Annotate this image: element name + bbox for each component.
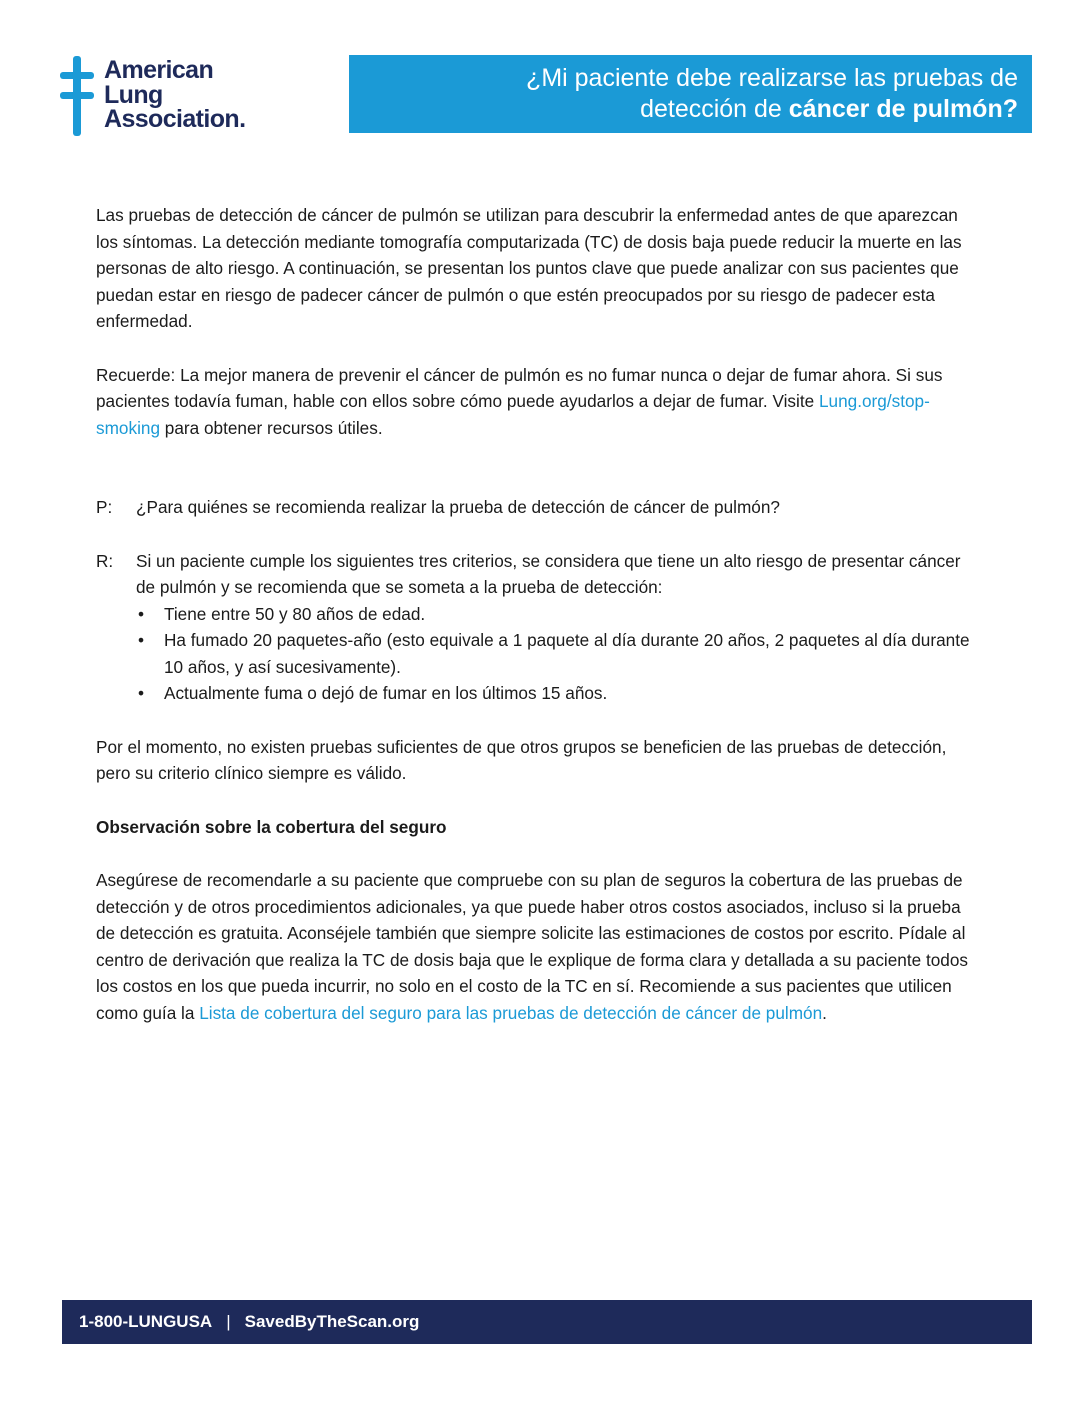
list-item: • Ha fumado 20 paquetes-año (esto equivale a 1 paquete al día durante 20 años, 2 paquetes al día durante 10 años, y así sucesivamente).: [136, 627, 980, 680]
quit-smoking-text: Recuerde: La mejor manera de prevenir el cáncer de pulmón es no fumar nunca o dejar de fumar ahora. Si sus pacientes todavía fuman, hable con ellos sobre cómo puede ayudarlos a dejar de fumar. Visite: [96, 364, 943, 411]
footer-separator: |: [226, 1312, 231, 1331]
question-row: [96, 494, 980, 521]
criteria-list: [136, 601, 980, 707]
question-label: P:: [96, 497, 113, 517]
footer-phone: 1-800-LUNGUSA: [79, 1312, 213, 1331]
answer-row: [96, 548, 980, 707]
quit-smoking-text-end: para obtener recursos útiles.: [160, 417, 383, 438]
logo-line-3: Association.: [104, 105, 246, 133]
header-banner: [349, 55, 1032, 133]
insurance-text: Asegúrese de recomendarle a su paciente que compruebe con su plan de seguros la cobertura de las pruebas de detección y de otros procedimientos adicionales, ya que puede haber otros costos asociados, incluso si la prueba de detección es gratuita. Aconséjele también que siempre solicite las estimaciones de costos por escrito. Pídale al centro de derivación que realiza la TC de dosis baja que le explique de forma clara y detallada a su paciente todos los costos en los que pueda incurrir, no solo en el costo de la TC en sí. Recomiende a sus pacientes que utilicen como guía la: [96, 870, 969, 1023]
question-text: ¿Para quiénes se recomienda realizar la prueba de detección de cáncer de pulmón?: [136, 497, 780, 517]
header-title-line-1: ¿Mi paciente debe realizarse las pruebas de: [526, 64, 1018, 92]
main-content: [96, 202, 980, 1026]
header-title-line-2: [349, 94, 1018, 125]
header-title-bold: cáncer de pulmón?: [788, 95, 1018, 123]
list-item: • Actualmente fuma o dejó de fumar en los últimos 15 años.: [136, 680, 980, 707]
answer-label: R:: [96, 550, 114, 571]
answer-body: [136, 548, 980, 707]
answer-text: Si un paciente cumple los siguientes tres criterios, se considera que tiene un alto riesgo de presentar cáncer de pulmón y se recomienda que se someta a la prueba de detección:: [136, 550, 961, 597]
logo: [58, 56, 298, 138]
insurance-heading: Observación sobre la cobertura del seguro: [96, 816, 447, 837]
logo-line-1: American: [104, 56, 214, 84]
insurance-paragraph: [96, 867, 980, 1026]
intro-paragraph: Las pruebas de detección de cáncer de pulmón se utilizan para descubrir la enfermedad antes de que aparezcan los síntomas. La detección mediante tomografía computarizada (TC) de dosis baja puede reducir la muerte en las personas de alto riesgo. A continuación, se presentan los puntos clave que puede analizar con sus pacientes que puedan estar en riesgo de padecer cáncer de pulmón o que estén preocupados por su riesgo de padecer esta enfermedad.: [96, 205, 962, 331]
logo-wordmark: [104, 58, 245, 132]
double-cross-icon: [58, 56, 98, 138]
insurance-text-end: .: [822, 1002, 827, 1023]
logo-line-2: Lung: [104, 80, 163, 109]
insurance-checklist-link[interactable]: Lista de cobertura del seguro para las pruebas de detección de cáncer de pulmón: [199, 1002, 823, 1023]
evidence-note: Por el momento, no existen pruebas suficientes de que otros grupos se beneficien de las pruebas de detección, pero su criterio clínico siempre es válido.: [96, 736, 947, 783]
footer-bar: [62, 1300, 1032, 1344]
header-title-prefix: detección de: [640, 95, 789, 123]
footer-website: SavedByTheScan.org: [244, 1312, 420, 1331]
quit-smoking-paragraph: [96, 362, 980, 442]
stop-smoking-link[interactable]: Lung.org/stop-smoking: [96, 391, 930, 438]
list-item: • Tiene entre 50 y 80 años de edad.: [136, 601, 980, 628]
